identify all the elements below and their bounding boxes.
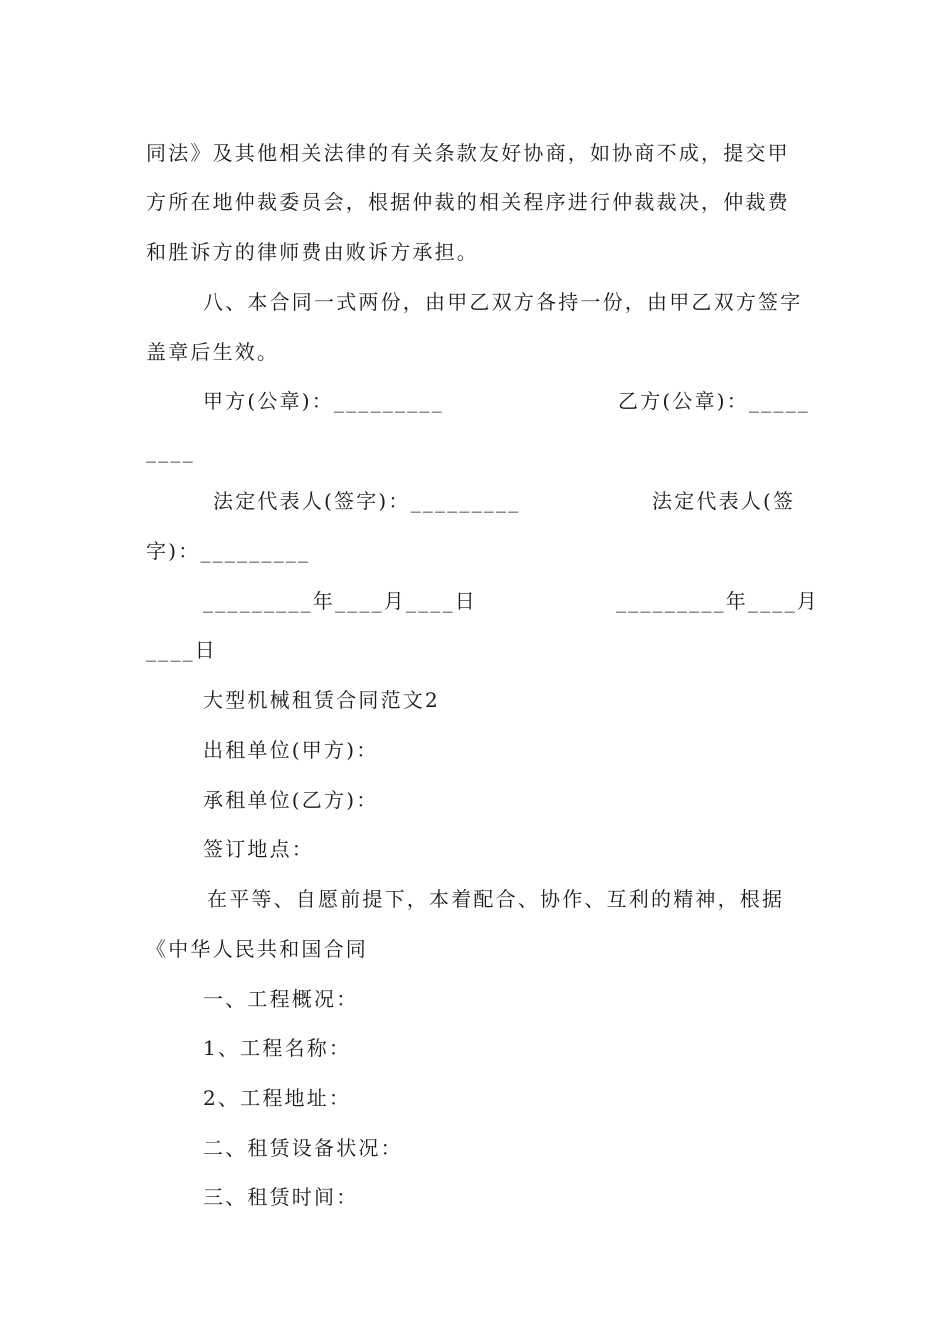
lessor-field: 出租单位(甲方)： — [203, 738, 379, 762]
lessee-field: 承租单位(乙方)： — [203, 788, 379, 812]
clause-heading: 一、工程概况： — [203, 987, 359, 1011]
intro-line: 在平等、自愿前提下，本着配合、协作、互利的精神，根据 — [207, 887, 785, 911]
paragraph-line: 同法》及其他相关法律的有关条款友好协商，如协商不成，提交甲 — [146, 141, 790, 165]
date-a: _________年____月____日 — [203, 589, 477, 613]
place-field: 签订地点： — [203, 837, 314, 861]
rep-b-signature: 法定代表人(签 — [652, 489, 796, 513]
date-b: _________年____月 — [616, 589, 819, 613]
paragraph-line: 方所在地仲裁委员会，根据仲裁的相关程序进行仲裁裁决，仲裁费 — [146, 190, 790, 214]
party-b-seal: 乙方(公章)：_____ — [618, 389, 811, 413]
clause-heading: 二、租赁设备状况： — [203, 1136, 403, 1160]
clause-heading: 三、租赁时间： — [203, 1185, 359, 1209]
clause-item: 1、工程名称： — [203, 1036, 352, 1060]
clause-item: 2、工程地址： — [203, 1086, 352, 1110]
party-b-seal-cont: ____ — [146, 439, 195, 463]
date-b-cont: ____日 — [146, 638, 217, 662]
paragraph-line: 八、本合同一式两份，由甲乙双方各持一份，由甲乙双方签字 — [203, 290, 803, 314]
intro-line-cont: 《中华人民共和国合同 — [146, 937, 368, 961]
paragraph-line: 和胜诉方的律师费由败诉方承担。 — [146, 240, 479, 264]
rep-a-signature: 法定代表人(签字)：_________ — [213, 489, 521, 513]
party-a-seal: 甲方(公章)：_________ — [203, 389, 444, 413]
rep-b-signature-cont: 字)：_________ — [146, 539, 311, 563]
paragraph-line: 盖章后生效。 — [146, 340, 280, 364]
section-title: 大型机械租赁合同范文2 — [203, 688, 440, 712]
